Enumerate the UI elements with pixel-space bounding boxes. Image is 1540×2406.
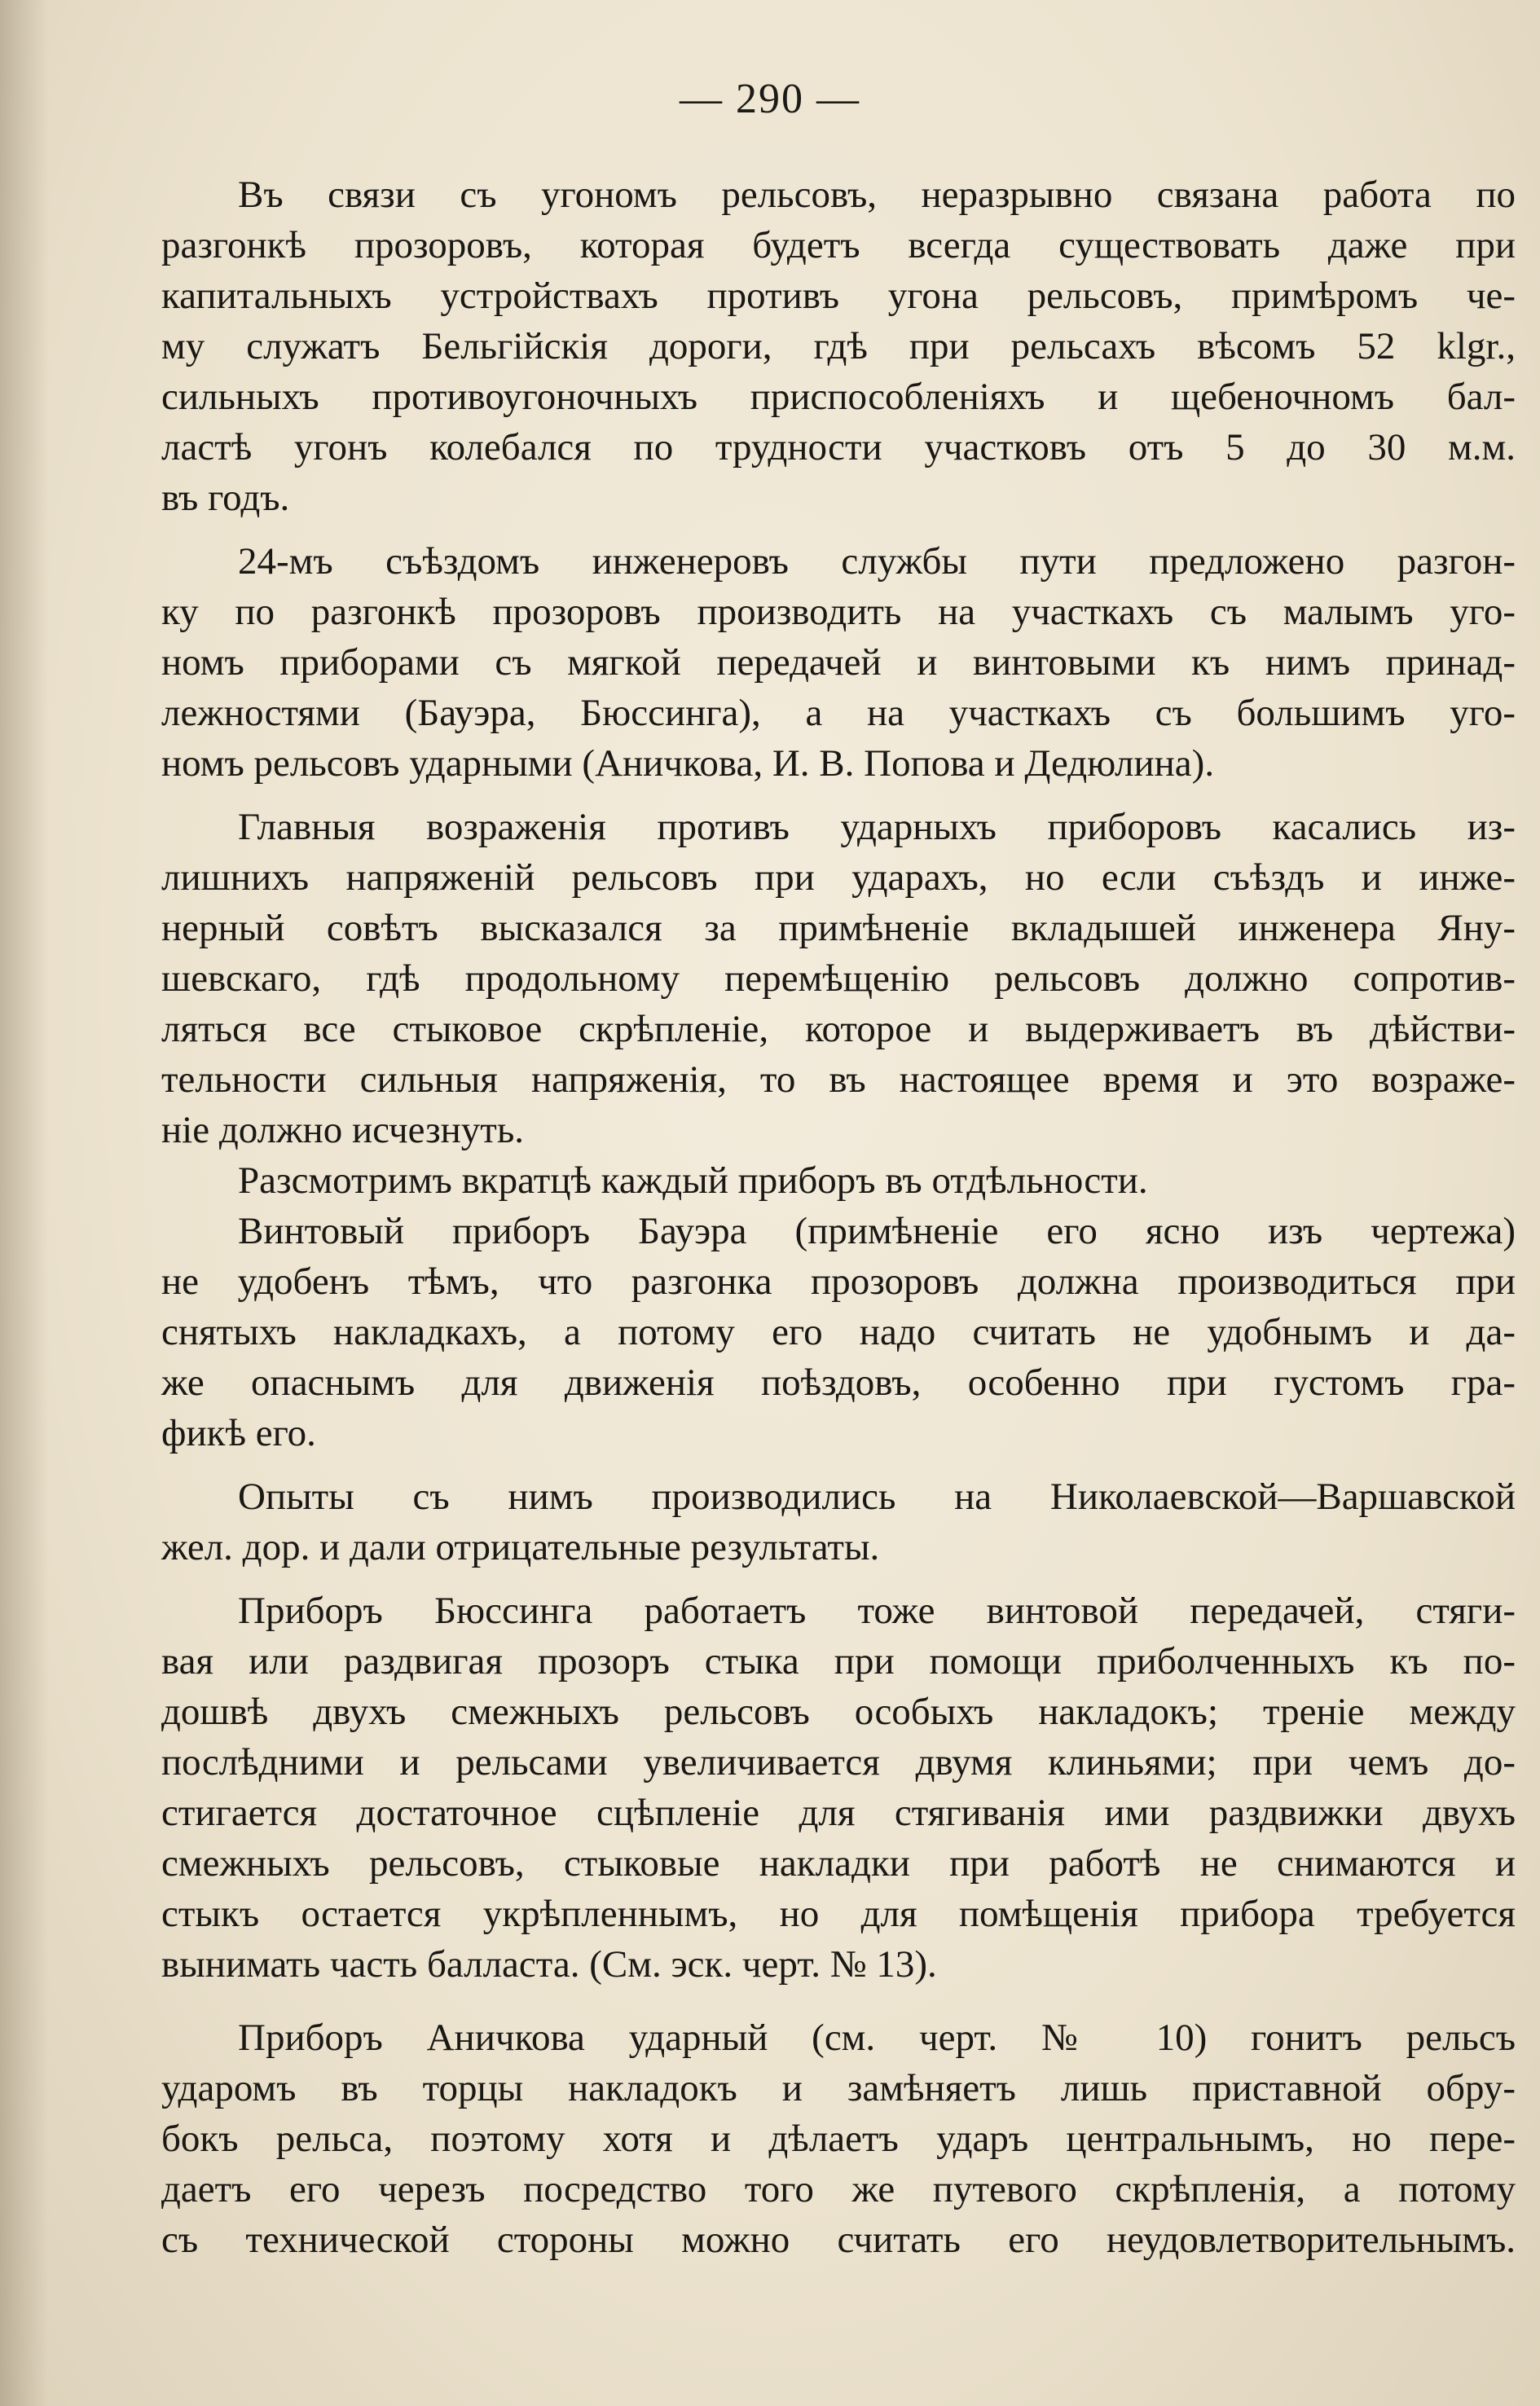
text-line: стигается достаточное сцѣпленіе для стягиванія ими раздвижки двухъ — [161, 1792, 1516, 1834]
text-line: не удобенъ тѣмъ, что разгонка прозоровъ должна производиться при — [161, 1260, 1516, 1303]
text-line: даетъ его черезъ посредство того же путевого скрѣпленія, а потому — [161, 2168, 1516, 2210]
paragraph — [161, 1586, 1516, 1990]
text-line: ніе должно исчезнуть. — [161, 1109, 525, 1151]
paragraph — [161, 802, 1516, 1155]
page-gutter-shadow — [0, 0, 49, 2406]
paragraph — [161, 169, 1516, 523]
text-line: стыкъ остается укрѣпленнымъ, но для помѣщенія прибора требуется — [161, 1893, 1516, 1935]
text-line: бокъ рельса, поэтому хотя и дѣлаетъ ударъ центральнымъ, но пере- — [161, 2118, 1516, 2160]
text-line: Приборъ Бюссинга работаетъ тоже винтовой передачей, стяги- — [238, 1590, 1516, 1632]
text-line: Приборъ Аничкова ударный (см. черт. № 10) гонитъ рельсъ — [238, 2017, 1516, 2059]
text-line: номъ приборами съ мягкой передачей и винтовыми къ нимъ принад- — [161, 641, 1516, 684]
text-line: въ годъ. — [161, 477, 290, 519]
text-line: ластѣ угонъ колебался по трудности участковъ отъ 5 до 30 м.м. — [161, 426, 1516, 468]
text-line: му служатъ Бельгійскія дороги, гдѣ при рельсахъ вѣсомъ 52 klgr., — [161, 325, 1516, 367]
text-line: съ технической стороны можно считать его неудовлетворительнымъ. — [161, 2219, 1516, 2261]
body-text — [161, 169, 1516, 2265]
text-line: Разсмотримъ вкратцѣ каждый приборъ въ отдѣльности. — [238, 1159, 1148, 1202]
text-line: разгонкѣ прозоровъ, которая будетъ всегда существовать даже при — [161, 224, 1516, 266]
text-line: смежныхъ рельсовъ, стыковые накладки при работѣ не снимаются и — [161, 1842, 1516, 1885]
text-line: послѣдними и рельсами увеличивается двумя клиньями; при чемъ до- — [161, 1741, 1516, 1784]
text-line: лежностями (Бауэра, Бюссинга), а на участкахъ съ большимъ уго- — [161, 692, 1516, 734]
paragraph — [161, 536, 1516, 789]
text-line: жел. дор. и дали отрицательные результаты. — [161, 1526, 880, 1568]
text-line: номъ рельсовъ ударными (Аничкова, И. В. Попова и Дедюлина). — [161, 742, 1215, 785]
text-line: Опыты съ нимъ производились на Николаевской—Варшавской — [238, 1476, 1516, 1518]
text-line: Въ связи съ угономъ рельсовъ, неразрывно связана работа по — [238, 174, 1516, 216]
paragraph — [161, 2012, 1516, 2265]
text-line: ляться все стыковое скрѣпленіе, которое и выдерживаетъ въ дѣйстви- — [161, 1008, 1516, 1050]
text-line: сильныхъ противоугоночныхъ приспособленіяхъ и щебеночномъ бал- — [161, 376, 1516, 418]
text-line: вая или раздвигая прозоръ стыка при помощи приболченныхъ къ по- — [161, 1640, 1516, 1682]
text-line: снятыхъ накладкахъ, а потому его надо считать не удобнымъ и да- — [161, 1311, 1516, 1353]
text-line: лишнихъ напряженій рельсовъ при ударахъ, но если съѣздъ и инже- — [161, 856, 1516, 899]
paragraph — [161, 1155, 1516, 1206]
text-line: нерный совѣтъ высказался за примѣненіе вкладышей инженера Яну- — [161, 907, 1516, 949]
text-line: Главныя возраженія противъ ударныхъ приборовъ касались из- — [238, 806, 1516, 848]
paragraph — [161, 1471, 1516, 1572]
text-line: дошвѣ двухъ смежныхъ рельсовъ особыхъ накладокъ; треніе между — [161, 1691, 1516, 1733]
text-line: фикѣ его. — [161, 1412, 316, 1454]
text-line: тельности сильныя напряженія, то въ настоящее время и это возраже- — [161, 1058, 1516, 1101]
text-line: шевскаго, гдѣ продольному перемѣщенію рельсовъ должно сопротив- — [161, 957, 1516, 1000]
text-line: 24-мъ съѣздомъ инженеровъ службы пути предложено разгон- — [238, 540, 1516, 583]
text-line: ку по разгонкѣ прозоровъ производить на участкахъ съ малымъ уго- — [161, 591, 1516, 633]
paragraph — [161, 1206, 1516, 1458]
page-number: — 290 — — [680, 76, 860, 122]
text-line: вынимать часть балласта. (См. эск. черт. № 13). — [161, 1943, 937, 1986]
text-line: же опаснымъ для движенія поѣздовъ, особенно при густомъ гра- — [161, 1361, 1516, 1404]
text-line: ударомъ въ торцы накладокъ и замѣняетъ лишь приставной обру- — [161, 2067, 1516, 2109]
text-line: капитальныхъ устройствахъ противъ угона рельсовъ, примѣромъ че- — [161, 275, 1516, 317]
text-line: Винтовый приборъ Бауэра (примѣненіе его ясно изъ чертежа) — [238, 1210, 1516, 1252]
